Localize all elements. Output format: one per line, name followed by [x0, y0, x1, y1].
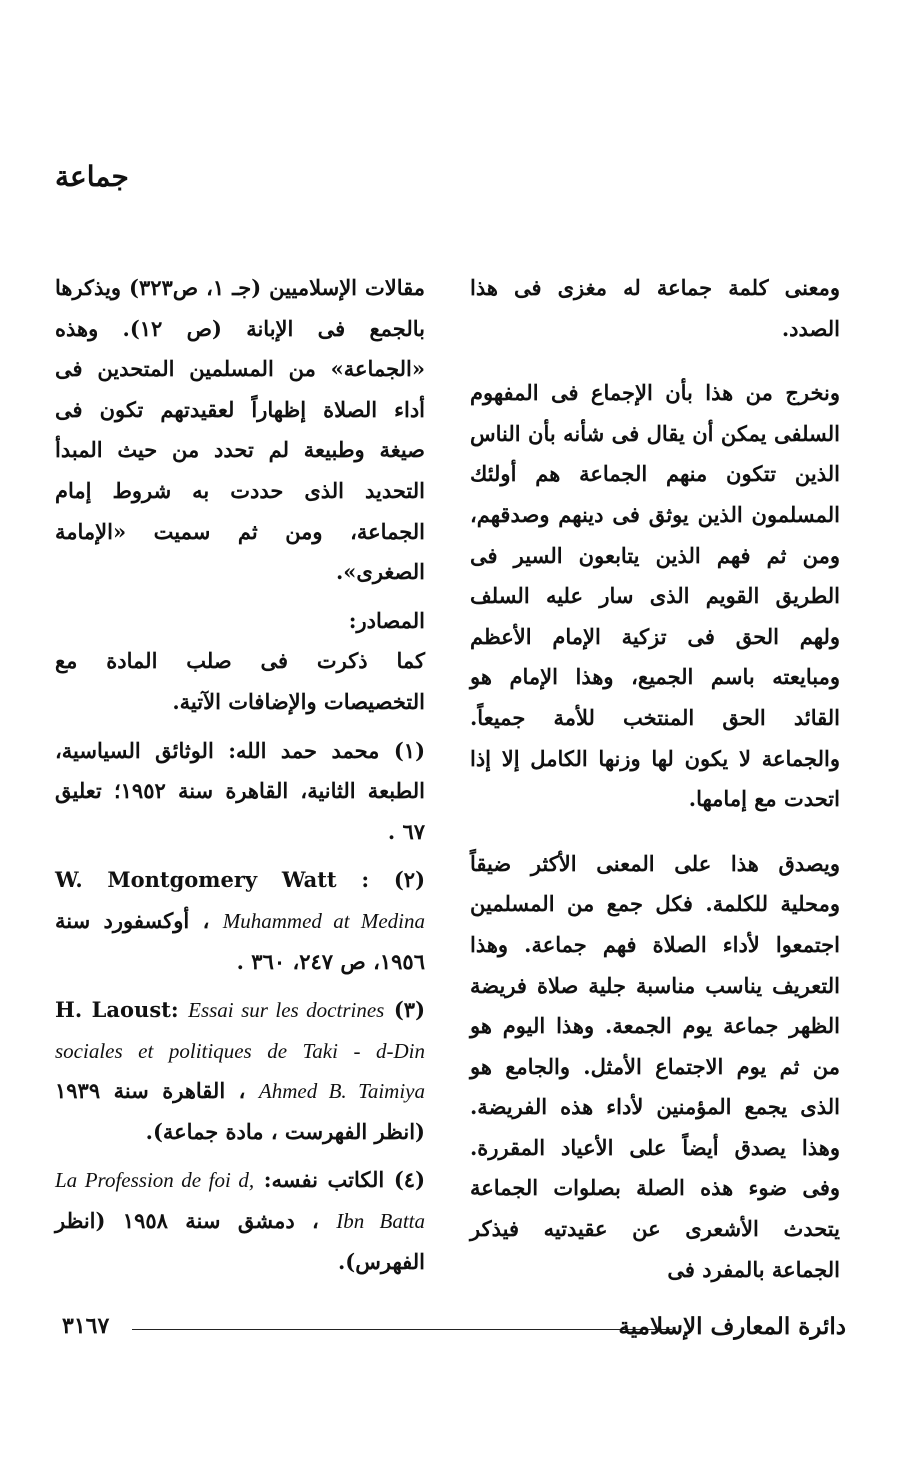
- sources-heading: المصادر:: [348, 607, 425, 633]
- reference-4-arabic-before: (٤) الكاتب نفسه:: [263, 1167, 426, 1193]
- right-paragraph-2: ونخرج من هذا بأن الإجماع فى المفهوم السلفى يمكن أن يقال فى شأنه بأن الناس الذين تتكون منهم الجماعة هم أولئك المسلمون الذين يوثق فى دينهم وصدقهم، ومن ثم فهم الذين يتابعون السير فى الطريق القويم الذى سار عليه السلف ولهم الحق فى تزكية الإمام الأعظم ومبايعته باسم الجميع، وهذا الإمام هو القائد الحق المنتخب للأمة جميعاً. والجماعة لا يكون لها وزنها الكامل إلا إذا اتحدت مع إمامها.: [470, 380, 840, 812]
- right-column: [470, 268, 840, 1290]
- entry-header-word: جماعة: [55, 160, 129, 193]
- page-footer: [62, 1313, 846, 1341]
- footer-title: دائرة المعارف الإسلامية: [618, 1313, 846, 1340]
- reference-4-arabic-after: ، دمشق سنة ١٩٥٨ (انظر الفهرس).: [55, 1208, 425, 1274]
- left-intro-paragraph: مقالات الإسلاميين (جـ ١، ص٣٢٣) ويذكرها بالجمع فى الإبانة (ص ١٢). وهذه «الجماعة» من المسلمين المتحدين فى أداء الصلاة إظهاراً لعقيدتهم تكون فى صيغة وطبيعة لم تحدد من حيث المبدأ التحديد الذى حددت به شروط إمام الجماعة، ومن ثم سميت «الإمامة الصغرى».: [55, 275, 425, 585]
- left-column: [55, 268, 425, 1282]
- right-paragraph-1: ومعنى كلمة جماعة له مغزى فى هذا الصدد.: [470, 275, 840, 341]
- reference-2-arabic-before: (٢) W. Montgomery Watt :: [55, 867, 425, 893]
- reference-3-arabic-before: (٣) H. Laoust:: [55, 997, 425, 1023]
- reference-3: [55, 990, 425, 1152]
- reference-3-latin-title: Essai sur les doctrines sociales et politiques de Taki - d-Din Ahmed B. Taimiya: [55, 998, 425, 1104]
- reference-2-latin-title: Muhammed at Medina: [222, 908, 426, 933]
- right-paragraph-3: ويصدق هذا على المعنى الأكثر ضيقاً ومحلية للكلمة. فكل جمع من المسلمين اجتمعوا لأداء الصلاة فهم جماعة. وهذا التعريف يناسب مناسبة جلية صلاة فريضة الظهر جماعة يوم الجمعة. وهذا اليوم هو من ثم يوم الاجتماع الأمثل. والجامع هو الذى يجمع المؤمنين لأداء هذه الفريضة. وهذا يصدق أيضاً على الأعياد المقررة. وفى ضوء هذه الصلة بصلوات الجماعة يتحدث الأشعرى عن عقيدتيه فيذكر الجماعة بالمفرد فى: [470, 850, 840, 1282]
- reference-1: [55, 731, 425, 853]
- reference-4-latin-title: La Profession de foi d, Ibn Batta: [55, 1168, 425, 1234]
- reference-2-arabic-after: ، أوكسفورد سنة ١٩٥٦، ص ٢٤٧، ٣٦٠ .: [55, 907, 425, 974]
- reference-2: [55, 860, 425, 982]
- footer-rule: [132, 1329, 672, 1330]
- reference-1-arabic: (١) محمد حمد الله: الوثائق السياسية، الطبعة الثانية، القاهرة سنة ١٩٥٢؛ تعليق ٦٧ .: [55, 737, 425, 844]
- sources-text: كما ذكرت فى صلب المادة مع التخصيصات والإضافات الآتية.: [55, 648, 425, 714]
- page-number: ٣١٦٧: [62, 1313, 110, 1339]
- reference-3-arabic-after: ، القاهرة سنة ١٩٣٩ (انظر الفهرست ، مادة جماعة).: [55, 1078, 425, 1144]
- reference-4: [55, 1160, 425, 1282]
